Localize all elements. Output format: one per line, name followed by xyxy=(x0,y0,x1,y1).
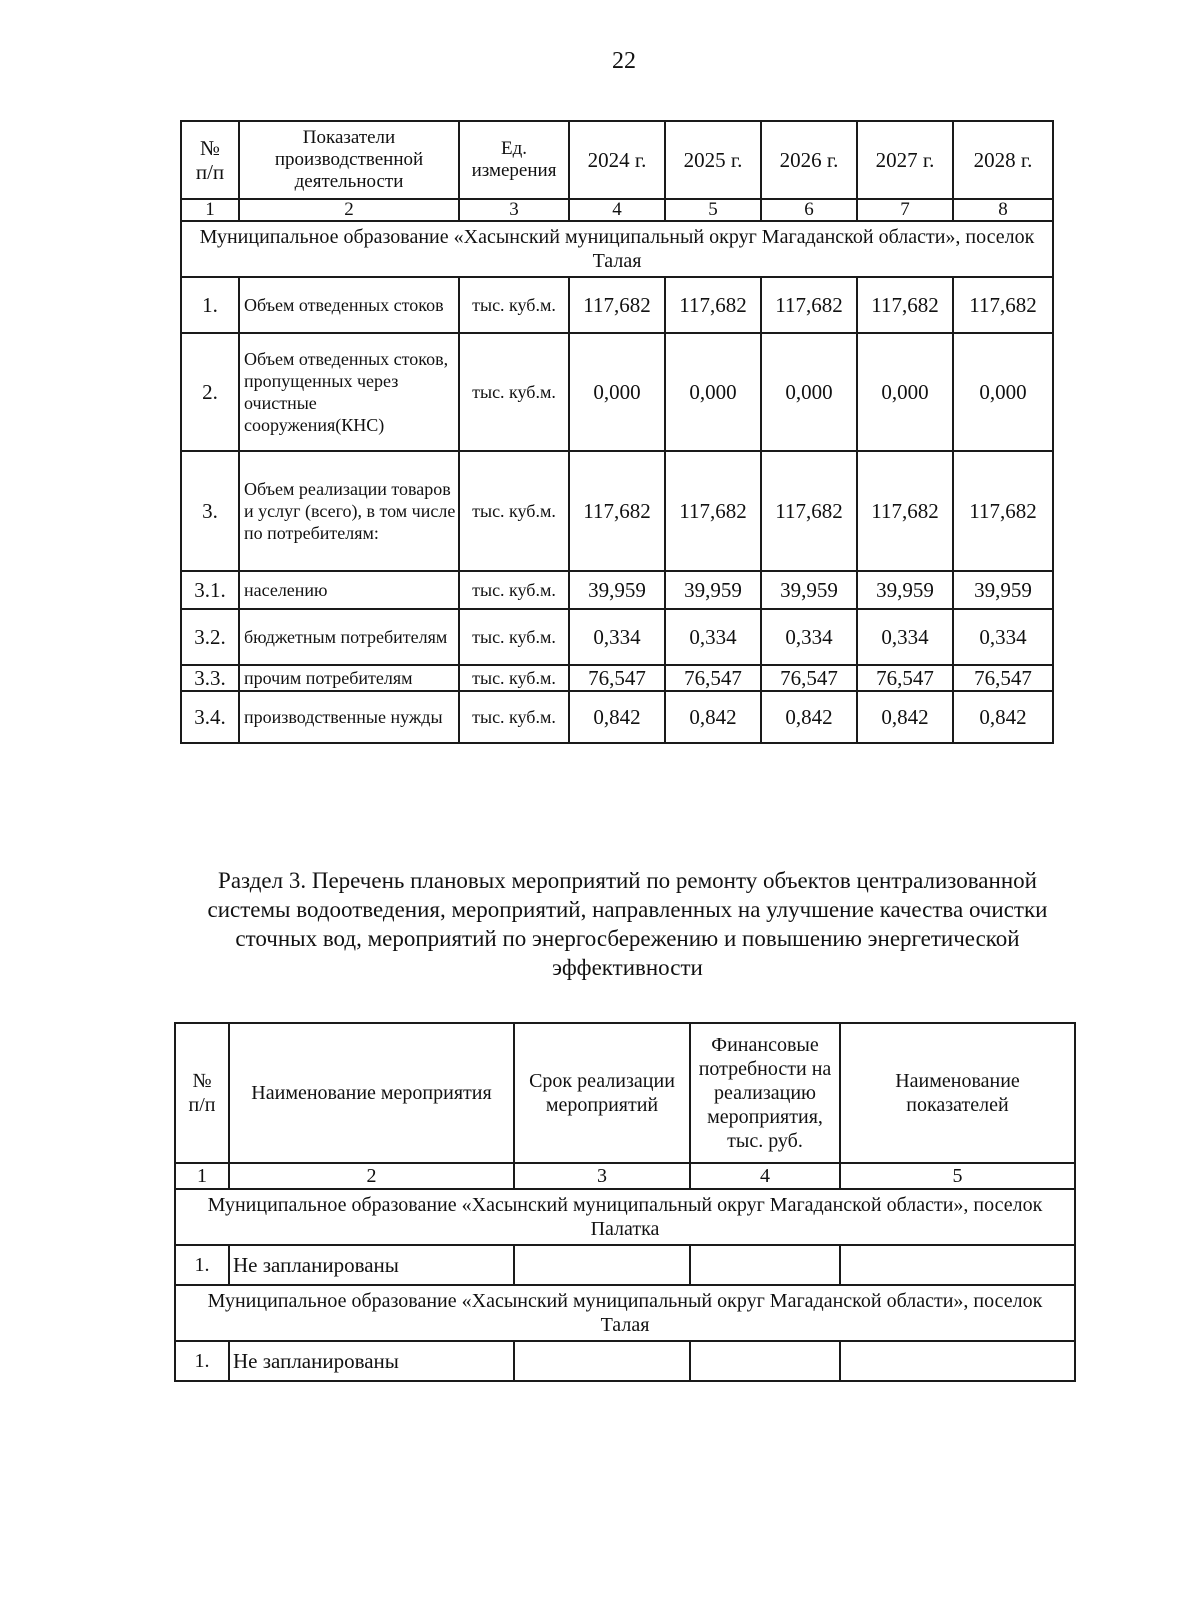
row-value: 76,547 xyxy=(665,665,761,691)
table-row xyxy=(181,691,1053,743)
row-unit: тыс. куб.м. xyxy=(459,609,569,665)
row-value: 39,959 xyxy=(953,571,1053,609)
header-measure-name: Наименование мероприятия xyxy=(229,1023,514,1163)
row-value: 117,682 xyxy=(857,451,953,571)
col-number: 2 xyxy=(229,1163,514,1189)
table-row xyxy=(175,1341,1075,1381)
col-number: 3 xyxy=(459,199,569,221)
table-row xyxy=(181,277,1053,333)
header-num: № п/п xyxy=(181,121,239,199)
table-row xyxy=(181,451,1053,571)
row-value: 117,682 xyxy=(953,277,1053,333)
production-indicators-table xyxy=(180,120,1054,744)
row-label: Объем отведенных стоков xyxy=(239,277,459,333)
row-value: 0,842 xyxy=(665,691,761,743)
empty-cell xyxy=(514,1245,690,1285)
row-value: 0,000 xyxy=(665,333,761,451)
row-value: 117,682 xyxy=(761,277,857,333)
row-value: 0,000 xyxy=(569,333,665,451)
row-label: Объем реализации товаров и услуг (всего), в том числе по потребителям: xyxy=(239,451,459,571)
table-row xyxy=(175,1245,1075,1285)
row-label: Не запланированы xyxy=(229,1245,514,1285)
header-year: 2027 г. xyxy=(857,121,953,199)
section-row xyxy=(175,1285,1075,1341)
empty-cell xyxy=(840,1245,1075,1285)
header-indicator: Показатели производственной деятельности xyxy=(239,121,459,199)
row-number: 3.1. xyxy=(181,571,239,609)
row-value: 117,682 xyxy=(569,277,665,333)
col-number: 8 xyxy=(953,199,1053,221)
row-value: 117,682 xyxy=(665,451,761,571)
row-value: 117,682 xyxy=(857,277,953,333)
section-title-cell: Муниципальное образование «Хасынский муниципальный округ Магаданской области», поселок Талая xyxy=(181,221,1053,277)
row-unit: тыс. куб.м. xyxy=(459,451,569,571)
row-value: 76,547 xyxy=(953,665,1053,691)
section-title-cell: Муниципальное образование «Хасынский муниципальный округ Магаданской области», поселок Палатка xyxy=(175,1189,1075,1245)
row-label: производственные нужды xyxy=(239,691,459,743)
row-value: 0,842 xyxy=(857,691,953,743)
row-value: 0,334 xyxy=(857,609,953,665)
col-number: 5 xyxy=(665,199,761,221)
table-row xyxy=(181,609,1053,665)
row-value: 39,959 xyxy=(857,571,953,609)
col-number: 5 xyxy=(840,1163,1075,1189)
row-unit: тыс. куб.м. xyxy=(459,333,569,451)
empty-cell xyxy=(690,1245,840,1285)
row-value: 117,682 xyxy=(665,277,761,333)
section-row xyxy=(181,221,1053,277)
col-number: 6 xyxy=(761,199,857,221)
row-unit: тыс. куб.м. xyxy=(459,691,569,743)
section-title-cell: Муниципальное образование «Хасынский муниципальный округ Магаданской области», поселок Талая xyxy=(175,1285,1075,1341)
section-row xyxy=(175,1189,1075,1245)
header-row xyxy=(175,1023,1075,1163)
row-value: 117,682 xyxy=(569,451,665,571)
header-year: 2028 г. xyxy=(953,121,1053,199)
row-value: 117,682 xyxy=(761,451,857,571)
row-number: 3.2. xyxy=(181,609,239,665)
row-value: 0,334 xyxy=(569,609,665,665)
planned-measures-table xyxy=(174,1022,1076,1382)
header-year: 2024 г. xyxy=(569,121,665,199)
row-number: 3.3. xyxy=(181,665,239,691)
row-label: населению xyxy=(239,571,459,609)
header-unit: Ед. измерения xyxy=(459,121,569,199)
row-value: 0,000 xyxy=(857,333,953,451)
row-unit: тыс. куб.м. xyxy=(459,277,569,333)
header-year: 2025 г. xyxy=(665,121,761,199)
col-number: 2 xyxy=(239,199,459,221)
row-value: 0,000 xyxy=(953,333,1053,451)
row-value: 0,334 xyxy=(761,609,857,665)
table-row xyxy=(181,571,1053,609)
row-value: 0,334 xyxy=(953,609,1053,665)
row-value: 0,842 xyxy=(953,691,1053,743)
page-number: 22 xyxy=(612,48,636,74)
header-indicator-names: Наименование показателей xyxy=(840,1023,1075,1163)
table-row xyxy=(181,333,1053,451)
row-value: 117,682 xyxy=(953,451,1053,571)
col-number: 1 xyxy=(181,199,239,221)
row-unit: тыс. куб.м. xyxy=(459,665,569,691)
empty-cell xyxy=(840,1341,1075,1381)
col-number: 4 xyxy=(569,199,665,221)
row-number: 1. xyxy=(175,1341,229,1381)
col-number: 3 xyxy=(514,1163,690,1189)
row-value: 0,842 xyxy=(569,691,665,743)
col-number: 7 xyxy=(857,199,953,221)
row-value: 76,547 xyxy=(569,665,665,691)
column-number-row xyxy=(175,1163,1075,1189)
row-label: Не запланированы xyxy=(229,1341,514,1381)
row-value: 76,547 xyxy=(761,665,857,691)
column-number-row xyxy=(181,199,1053,221)
section-3-title: Раздел 3. Перечень плановых мероприятий по ремонту объектов централизованной системы водоотведения, мероприятий, направленных на улучшение качества очистки сточных вод, мероприятий по энергосбережению и повышению энергетической эффективности xyxy=(207,868,1048,980)
col-number: 1 xyxy=(175,1163,229,1189)
row-label: бюджетным потребителям xyxy=(239,609,459,665)
row-value: 0,842 xyxy=(761,691,857,743)
empty-cell xyxy=(514,1341,690,1381)
row-unit: тыс. куб.м. xyxy=(459,571,569,609)
row-number: 3.4. xyxy=(181,691,239,743)
header-num: № п/п xyxy=(175,1023,229,1163)
row-value: 39,959 xyxy=(761,571,857,609)
col-number: 4 xyxy=(690,1163,840,1189)
row-value: 0,334 xyxy=(665,609,761,665)
row-label: Объем отведенных стоков, пропущенных через очистные сооружения(КНС) xyxy=(239,333,459,451)
header-row xyxy=(181,121,1053,199)
empty-cell xyxy=(690,1341,840,1381)
row-value: 39,959 xyxy=(569,571,665,609)
header-deadline: Срок реализации мероприятий xyxy=(514,1023,690,1163)
row-number: 1. xyxy=(181,277,239,333)
row-value: 76,547 xyxy=(857,665,953,691)
table-row xyxy=(181,665,1053,691)
row-value: 0,000 xyxy=(761,333,857,451)
row-number: 1. xyxy=(175,1245,229,1285)
row-value: 39,959 xyxy=(665,571,761,609)
header-year: 2026 г. xyxy=(761,121,857,199)
row-label: прочим потребителям xyxy=(239,665,459,691)
row-number: 2. xyxy=(181,333,239,451)
header-financial-needs: Финансовые потребности на реализацию мероприятия, тыс. руб. xyxy=(690,1023,840,1163)
row-number: 3. xyxy=(181,451,239,571)
